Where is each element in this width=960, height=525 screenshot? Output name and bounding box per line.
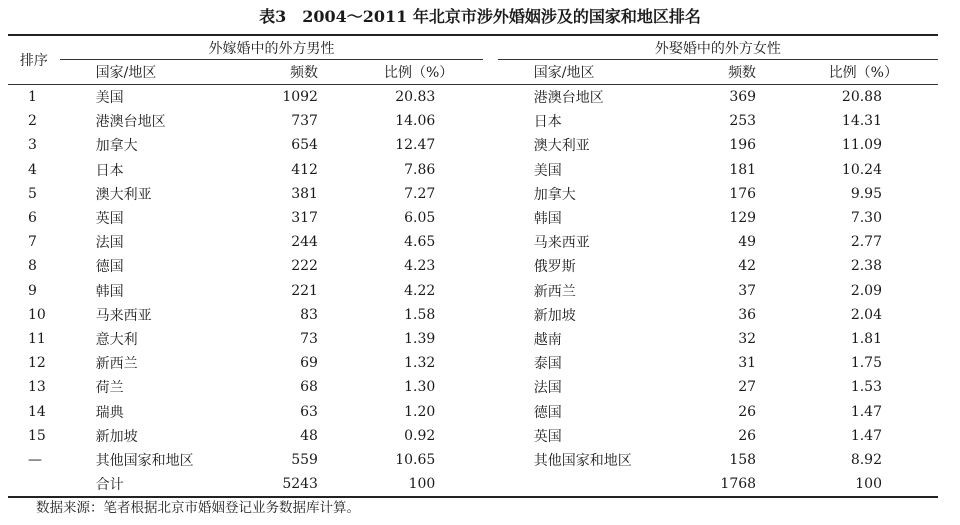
rank-cell: 14 (28, 403, 46, 420)
rank-cell: 3 (28, 137, 37, 154)
right-count-cell: 27 (738, 379, 757, 396)
right-ratio-cell: 7.30 (850, 210, 882, 227)
right-country-cell (498, 472, 674, 497)
table-row (8, 158, 938, 182)
left-ratio-cell: 1.58 (404, 306, 436, 323)
left-country-cell: 马来西亚 (95, 307, 152, 324)
right-country-cell: 加拿大 (533, 186, 576, 203)
gap-cell (483, 206, 497, 230)
right-count-header: 频数 (728, 65, 757, 81)
left-country-cell: 韩国 (95, 283, 124, 300)
left-count-cell: 244 (291, 234, 318, 251)
left-country-cell: 法国 (95, 235, 124, 252)
table-row (8, 375, 938, 399)
gap-cell (483, 472, 497, 497)
right-count-cell: 49 (738, 234, 757, 251)
rank-cell (8, 472, 60, 497)
table-body (8, 85, 938, 498)
right-count-cell: 253 (729, 113, 757, 130)
gap-cell (483, 399, 497, 423)
left-ratio-cell: 4.65 (404, 234, 436, 251)
marriage-table (8, 34, 938, 498)
right-country-cell: 韩国 (533, 211, 562, 228)
rank-cell: 5 (28, 185, 37, 202)
right-country-cell: 美国 (533, 162, 562, 179)
right-count-cell: 181 (729, 161, 757, 178)
gap-cell (483, 351, 497, 375)
right-country-cell: 泰国 (533, 356, 562, 373)
right-country-cell: 德国 (533, 404, 562, 421)
data-source-note: 数据来源：笔者根据北京市婚姻登记业务数据库计算。 (36, 500, 360, 516)
table-row (8, 206, 938, 230)
rank-cell: — (28, 451, 42, 468)
left-ratio-cell: 7.86 (404, 161, 436, 178)
rank-cell: 8 (28, 258, 37, 275)
rank-cell: 2 (28, 113, 37, 130)
right-country-cell: 越南 (533, 331, 562, 348)
gap-cell (483, 424, 497, 448)
gap-cell (483, 279, 497, 303)
left-country-cell: 日本 (95, 162, 124, 179)
left-count-cell: 317 (291, 210, 318, 227)
gap-cell (483, 109, 497, 133)
right-country-cell: 港澳台地区 (533, 90, 604, 107)
rank-cell: 1 (28, 89, 37, 106)
left-ratio-cell: 100 (408, 476, 436, 493)
right-ratio-cell: 2.38 (850, 258, 882, 275)
right-country-cell: 澳大利亚 (533, 138, 590, 155)
left-country-cell: 其他国家和地区 (95, 452, 194, 469)
right-country-header: 国家/地区 (533, 65, 595, 81)
rank-cell: 7 (28, 234, 37, 251)
left-ratio-header: 比例（%） (383, 65, 454, 81)
table-row (8, 399, 938, 423)
left-ratio-cell: 12.47 (395, 137, 436, 154)
right-country-cell: 其他国家和地区 (533, 452, 632, 469)
left-count-cell: 63 (300, 403, 318, 420)
left-count-cell: 221 (291, 282, 318, 299)
left-count-cell: 83 (300, 306, 318, 323)
right-ratio-cell: 8.92 (850, 451, 882, 468)
right-ratio-cell: 1.47 (850, 427, 882, 444)
left-count-cell: 654 (291, 137, 318, 154)
table-row (8, 472, 938, 497)
rank-cell: 15 (28, 427, 46, 444)
rank-header: 排序 (19, 53, 48, 69)
right-ratio-cell: 1.47 (850, 403, 882, 420)
gap-cell (483, 303, 497, 327)
left-ratio-cell: 1.20 (404, 403, 436, 420)
right-count-cell: 196 (729, 137, 757, 154)
left-country-cell: 美国 (95, 90, 124, 107)
right-count-cell: 1768 (720, 476, 757, 493)
right-count-cell: 26 (738, 403, 757, 420)
left-country-cell: 合计 (95, 477, 124, 494)
right-country-cell: 日本 (533, 114, 562, 131)
left-ratio-cell: 7.27 (404, 185, 436, 202)
right-count-cell: 36 (738, 306, 757, 323)
left-ratio-cell: 10.65 (395, 451, 436, 468)
gap-cell (483, 327, 497, 351)
left-count-cell: 381 (291, 185, 318, 202)
gap-cell (483, 133, 497, 157)
left-country-cell: 澳大利亚 (95, 186, 152, 203)
right-ratio-header: 比例（%） (828, 65, 898, 81)
left-count-cell: 412 (291, 161, 318, 178)
gap-cell (483, 85, 497, 110)
right-ratio-cell: 2.09 (850, 282, 882, 299)
table-row (8, 351, 938, 375)
right-country-cell: 英国 (533, 428, 562, 445)
rank-cell: 9 (28, 282, 37, 299)
right-ratio-cell: 11.09 (841, 137, 882, 154)
right-ratio-cell: 1.81 (850, 330, 882, 347)
table-row (8, 230, 938, 254)
table-row (8, 109, 938, 133)
left-ratio-cell: 20.83 (395, 89, 436, 106)
left-ratio-cell: 0.92 (404, 427, 436, 444)
right-ratio-cell: 20.88 (841, 89, 882, 106)
right-ratio-cell: 2.04 (850, 306, 882, 323)
left-country-cell: 加拿大 (95, 138, 138, 155)
left-country-cell: 瑞典 (95, 404, 124, 421)
table-row (8, 182, 938, 206)
left-count-cell: 1092 (282, 89, 318, 106)
right-count-cell: 369 (729, 89, 757, 106)
rank-cell: 13 (28, 379, 46, 396)
left-count-header: 频数 (289, 65, 318, 81)
left-count-cell: 737 (291, 113, 318, 130)
left-ratio-cell: 1.32 (404, 355, 436, 372)
table-row (8, 279, 938, 303)
rank-cell: 6 (28, 210, 37, 227)
left-ratio-cell: 14.06 (395, 113, 436, 130)
left-group-header: 外嫁婚中的外方男性 (60, 35, 484, 60)
right-count-cell: 176 (729, 185, 757, 202)
left-country-cell: 港澳台地区 (95, 114, 166, 131)
gap-cell (483, 375, 497, 399)
left-ratio-cell: 6.05 (404, 210, 436, 227)
header-row-columns (8, 60, 938, 85)
right-country-cell: 马来西亚 (533, 235, 590, 252)
right-count-cell: 26 (738, 427, 757, 444)
left-ratio-cell: 1.39 (404, 330, 436, 347)
table-row (8, 448, 938, 472)
gap-cell (483, 448, 497, 472)
gap-cell (483, 230, 497, 254)
right-ratio-cell: 9.95 (850, 185, 882, 202)
left-count-cell: 222 (291, 258, 318, 275)
left-country-cell: 德国 (95, 259, 124, 276)
left-count-cell: 69 (300, 355, 318, 372)
left-count-cell: 559 (291, 451, 318, 468)
table-row (8, 133, 938, 157)
left-country-cell: 荷兰 (95, 380, 124, 397)
left-country-cell: 新西兰 (95, 356, 138, 373)
right-count-cell: 32 (738, 330, 757, 347)
rank-cell: 11 (28, 330, 46, 347)
gap-cell (483, 182, 497, 206)
left-count-cell: 73 (300, 330, 318, 347)
right-country-cell: 法国 (533, 380, 562, 397)
right-ratio-cell: 14.31 (841, 113, 882, 130)
gap-cell (483, 254, 497, 278)
right-country-cell: 俄罗斯 (533, 259, 576, 276)
header-row-group (8, 35, 938, 60)
table-row (8, 327, 938, 351)
left-count-cell: 48 (300, 427, 318, 444)
rank-cell: 4 (28, 161, 37, 178)
right-ratio-cell: 1.53 (850, 379, 882, 396)
right-country-cell: 新加坡 (533, 307, 576, 324)
left-country-cell: 新加坡 (95, 428, 138, 445)
table-row (8, 303, 938, 327)
right-ratio-cell: 10.24 (841, 161, 882, 178)
left-ratio-cell: 4.22 (404, 282, 436, 299)
rank-cell: 10 (28, 306, 46, 323)
left-ratio-cell: 1.30 (404, 379, 436, 396)
right-country-cell: 新西兰 (533, 283, 576, 300)
table-row (8, 254, 938, 278)
right-group-header: 外娶婚中的外方女性 (498, 35, 938, 60)
left-count-cell: 5243 (282, 476, 318, 493)
right-ratio-cell: 100 (855, 476, 882, 493)
gap-cell (483, 158, 497, 182)
right-count-cell: 158 (729, 451, 757, 468)
right-count-cell: 129 (729, 210, 757, 227)
right-count-cell: 31 (738, 355, 757, 372)
table-title: 表3 2004～2011 年北京市涉外婚姻涉及的国家和地区排名 (259, 7, 701, 26)
left-country-header: 国家/地区 (95, 65, 157, 81)
right-count-cell: 37 (738, 282, 757, 299)
table-row (8, 85, 938, 110)
left-count-cell: 68 (300, 379, 318, 396)
rank-cell: 12 (28, 355, 46, 372)
right-ratio-cell: 1.75 (850, 355, 882, 372)
table-row (8, 424, 938, 448)
left-ratio-cell: 4.23 (404, 258, 436, 275)
right-ratio-cell: 2.77 (850, 234, 882, 251)
left-country-cell: 英国 (95, 211, 124, 228)
left-country-cell: 意大利 (95, 331, 138, 348)
right-count-cell: 42 (738, 258, 757, 275)
